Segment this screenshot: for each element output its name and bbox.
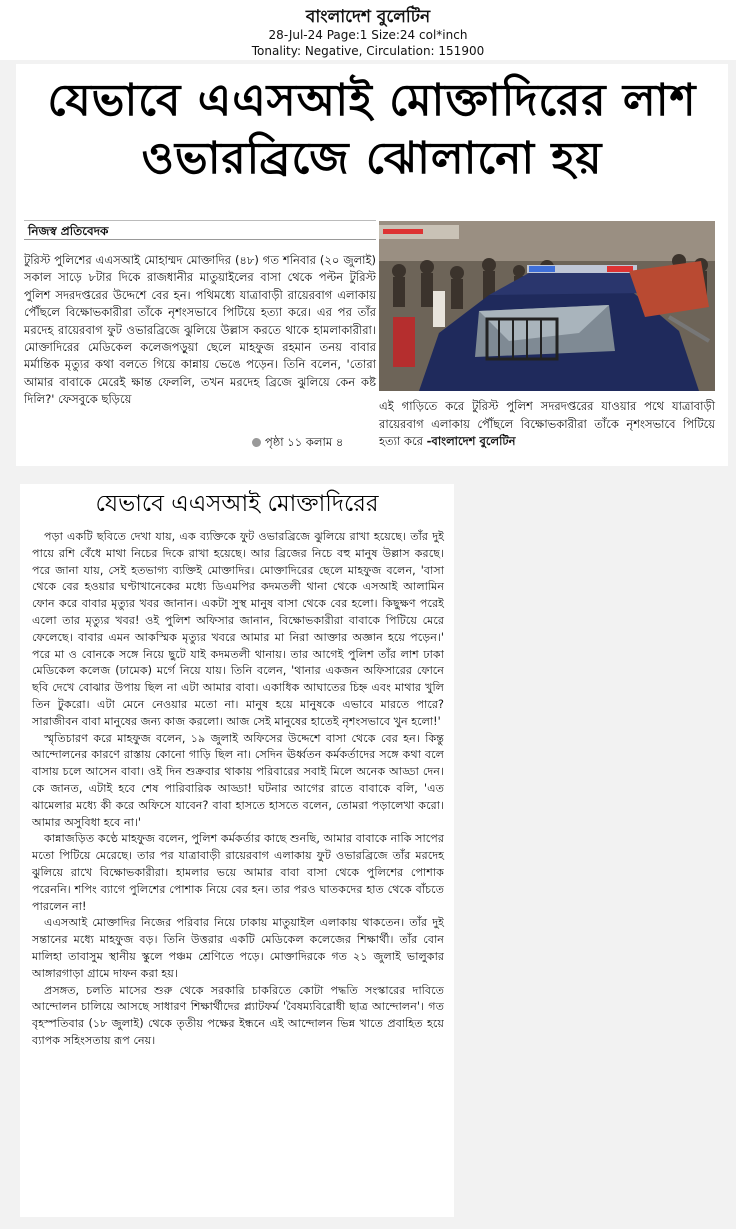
body-paragraph: স্মৃতিচারণ করে মাহফুজ বলেন, ১৯ জুলাই অফিসের উদ্দেশে বাসা থেকে বের হন। কিন্তু আন্দোলনের কারণে রাস্তায় কোনো গাড়ি ছিল না। সেদিন ঊর্ধ্বতন কর্মকর্তাদের সঙ্গে কথা বলে বাসায় চলে আসেন বাবা। ওই দিন শুক্রবার থাকায় পরিবারের সবাই মিলে অনেক আড্ডা দেন। কে জানত, এটাই হবে শেষ পারিবারিক আড্ডা! ঘটনার আগের রাতে বাবাকে বলি, 'এত ঝামেলার মধ্যে কী করে অফিসে যাবেন? বাবা হাসতে হাসতে বলেন, তোমরা পড়ালেখা করো। আমার অসুবিধা হবে না।' xyxy=(32,731,444,829)
body-paragraph: প্রসঙ্গত, চলতি মাসের শুরু থেকে সরকারি চাকরিতে কোটা পদ্ধতি সংস্কারের দাবিতে আন্দোলন চালিয়ে আসছে সাধারণ শিক্ষার্থীদের প্ল্যাটফর্ম 'বৈষম্যবিরোধী ছাত্র আন্দোলন'। গত বৃহস্পতিবার (১৮ জুলাই) থেকে তৃতীয় পক্ষের ইন্ধনে এই আন্দোলন ভিন্ন খাতে প্রবাহিত হয়ে ব্যাপক সহিংসতায় রূপ নেয়। xyxy=(32,983,444,1047)
body-paragraph: এএসআই মোক্তাদির নিজের পরিবার নিয়ে ঢাকায় মাতুয়াইল এলাকায় থাকতেন। তাঁর দুই সন্তানের মধ্যে মাহফুজ বড়। তিনি উত্তরার একটি মেডিকেল কলেজের শিক্ষার্থী। তাঁর বোন মালিহা তাবাসুম স্থানীয় স্কুলে পঞ্চম শ্রেণিতে পড়ে। মোক্তাদিরকে গত ২১ জুলাই ভালুকার আঙ্গারগাড়া গ্রামে দাফন করা হয়। xyxy=(32,916,444,980)
lead-paragraph: টুরিস্ট পুলিশের এএসআই মোহাম্মদ মোক্তাদির (৪৮) গত শনিবার (২০ জুলাই) সকাল সাড়ে ৮টার দিকে রাজধানীর মাতুয়াইলের বাসা থেকে পল্টন টুরিস্ট পুলিশ সদরদপ্তরের উদ্দেশে বের হন। পথিমধ্যে যাত্রাবাড়ী রায়েরবাগ এলাকায় পৌঁছলে বিক্ষোভকারীরা তাঁকে নৃশংসভাবে পিটিয়ে হত্যা করে। এর পর তাঁর মরদেহ রায়েরবাগ ফুট ওভারব্রিজে ঝুলিয়ে উল্লাস করতে থাকে হামলাকারীরা। মোক্তাদিরের মেডিকেল কলেজপড়ুয়া ছেলে মাহফুজ রহমান তনয় বাবার মর্মান্তিক মৃত্যুর কথা বলতে গিয়ে কান্নায় ভেঙে পড়েন। তিনি বলেন, 'তোরা আমার বাবাকে মেরেই ক্ষান্ত ফেললি, তখন মরদেহ ব্রিজে ঝুলিয়ে কেন কষ্ট দিলি?' ফেসবুকে ছড়িয়ে xyxy=(24,253,376,407)
continuation-title: যেভাবে এএসআই মোক্তাদিরের xyxy=(95,491,379,517)
continued-label: পৃষ্ঠা ১১ কলাম ৪ xyxy=(265,435,344,449)
headline: যেভাবে এএসআই মোক্তাদিরের লাশ ওভারব্রিজে ঝোলানো হয় xyxy=(47,75,697,184)
photo-credit: -বাংলাদেশ বুলেটিন xyxy=(426,434,516,449)
publication-name: বাংলাদেশ বুলেটিন xyxy=(305,7,431,27)
news-photo xyxy=(379,221,715,391)
byline: নিজস্ব প্রতিবেদক xyxy=(24,220,376,240)
date-page-size-line: 28-Jul-24 Page:1 Size:24 col*inch xyxy=(268,28,468,42)
tonality-circulation-line: Tonality: Negative, Circulation: 151900 xyxy=(251,44,485,58)
body-paragraph: কান্নাজড়িত কণ্ঠে মাহফুজ বলেন, পুলিশ কর্মকর্তার কাছে শুনছি, আমার বাবাকে নাকি সাপের মতো পিটিয়ে মেরেছে। তার পর যাত্রাবাড়ী রায়েরবাগ এলাকায় ফুট ওভারব্রিজে তাঁর মরদেহ ঝুলিয়ে রাখে বিক্ষোভকারীরা। হামলার ভয়ে আমার বাবা বাসা থেকে পুলিশের পোশাক পরেননি। শপিং ব্যাগে পুলিশের পোশাক নিয়ে বের হন। তার পরও ঘাতকদের হাত থেকে বাঁচতে পারলেন না! xyxy=(32,832,444,913)
clipping-header xyxy=(0,0,736,60)
body-paragraph: পড়া একটি ছবিতে দেখা যায়, এক ব্যক্তিকে ফুট ওভারব্রিজে ঝুলিয়ে রাখা হয়েছে। তাঁর দুই পায়ে রশি বেঁধে মাথা নিচের দিকে রাখা হয়েছে। আর ব্রিজের নিচে বহু মানুষ উল্লাস করছে। পরে জানা যায়, সেই হতভাগ্য ব্যক্তিই মোক্তাদির। মোক্তাদিরের ছেলে মাহফুজ বলেন, 'বাসা থেকে বের হওয়ার ঘণ্টাখানেকের মধ্যে ডিএমপির কদমতলী থানা থেকে এসআই আলামিন ফোন করে বাবার মৃত্যুর খবর জানান। একটা সুস্থ মানুষ বাসা থেকে বের হলো। কিছুক্ষণ পরেই এলো তার মৃত্যুর খবর! ওই পুলিশ অফিসার জানান, বিক্ষোভকারীরা বাবাকে পিটিয়ে মেরে ফেলেছে। বাবার এমন আকস্মিক মৃত্যুর খবরে আমার মা নিরা আক্তার অজ্ঞান হয়ে পড়েন।' পরে মা ও বোনকে সঙ্গে নিয়ে ছুটে যাই কদমতলী থানায়। তার আগেই পুলিশ তাঁর লাশ ঢাকা মেডিকেল কলেজ (ঢামেক) মর্গে নিয়ে যায়। তিনি বলেন, 'থানার একজন অফিসারের ফোনে ছবি দেখে বোঝার উপায় ছিল না এটা আমার বাবা। একাধিক আঘাতের চিহ্ন এবং মাথার খুলি তিন টুকরো। এটা মেনে নেওয়ার মতো না। মানুষ হয়ে মানুষকে এভাবে মারতে পারে? সারাজীবন বাবা মানুষের জন্য কাজ করলো। আজ সেই মানুষের হাতেই নৃশংসভাবে খুন হলো!' xyxy=(32,530,444,728)
bullet-dot-icon xyxy=(252,438,261,447)
damaged-police-car-image xyxy=(379,221,715,391)
photo-caption xyxy=(379,398,715,451)
caption-text: এই গাড়িতে করে টুরিস্ট পুলিশ সদরদপ্তরের যাওয়ার পথে যাত্রাবাড়ী রায়েরবাগ এলাকায় পৌঁছলে বিক্ষোভকারীরা তাঁকে নৃশংসভাবে পিটিয়ে হত্যা করে xyxy=(379,399,715,449)
continuation-clipping xyxy=(20,484,454,1217)
front-page-clipping xyxy=(16,64,728,466)
continuation-body xyxy=(32,529,444,1050)
continued-note xyxy=(252,434,376,451)
